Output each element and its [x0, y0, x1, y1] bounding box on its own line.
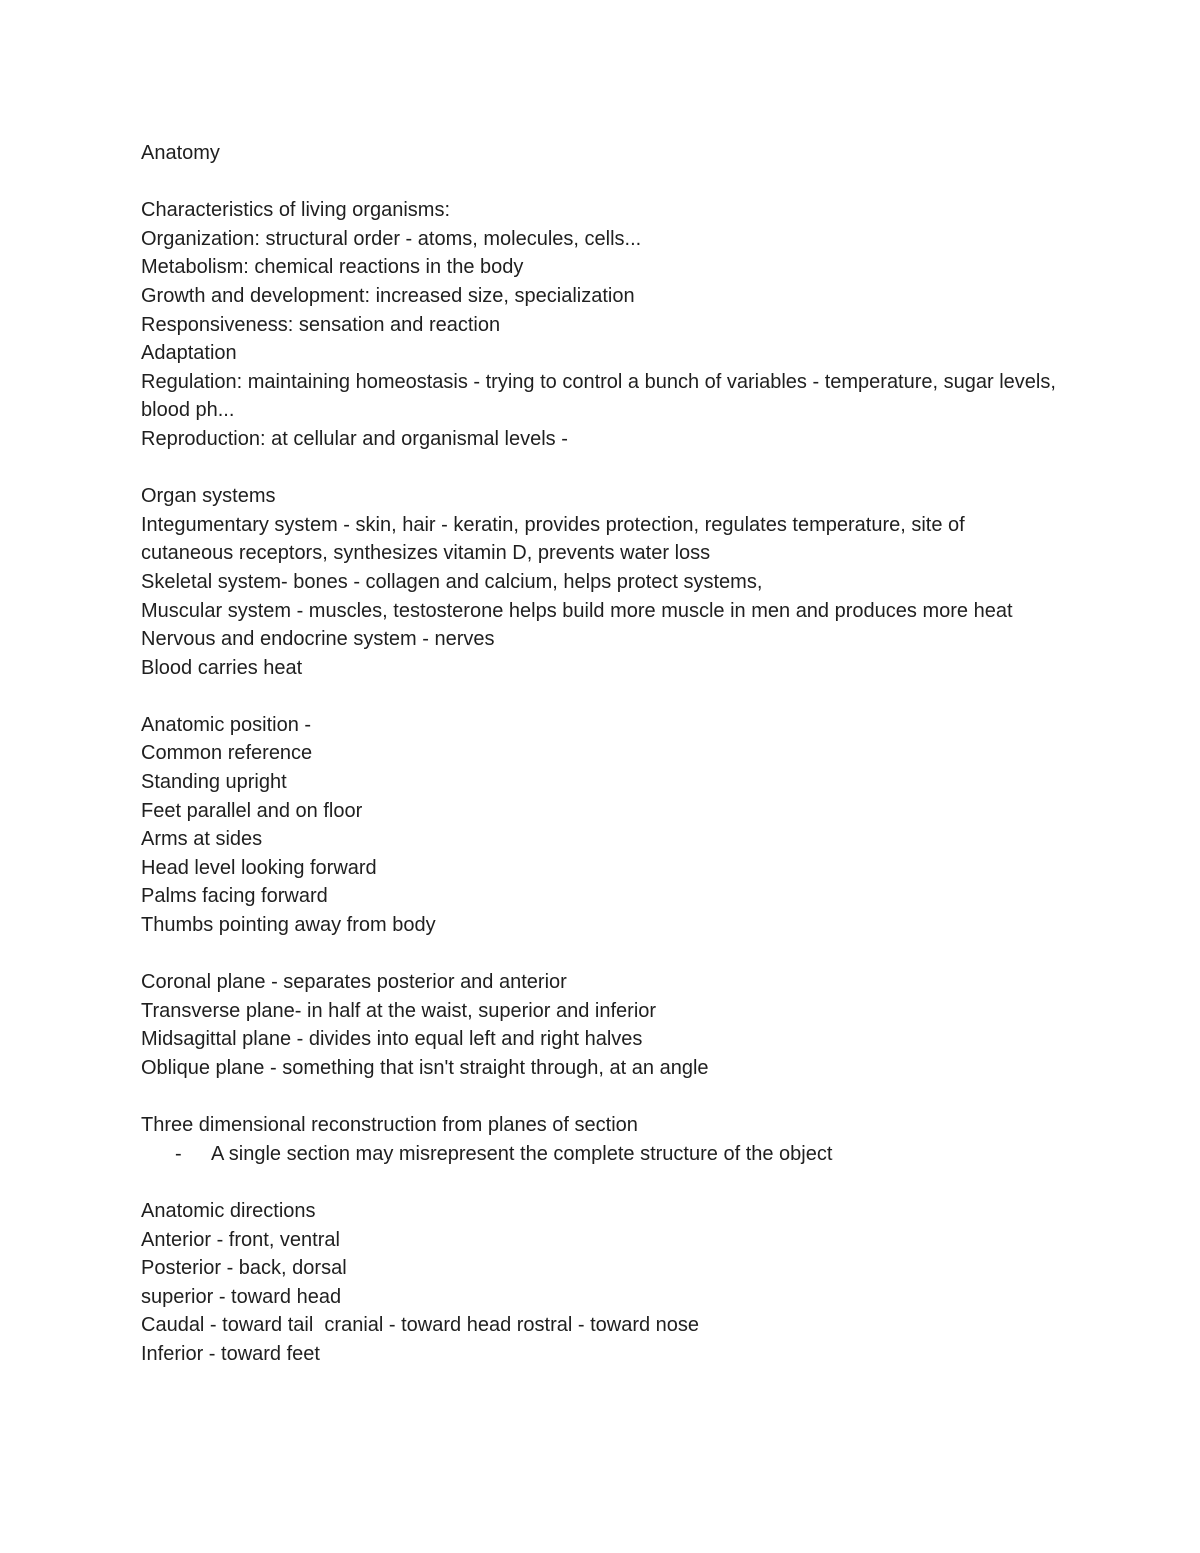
text-line: Feet parallel and on floor — [141, 799, 363, 822]
text-line: Reproduction: at cellular and organismal levels - — [141, 427, 568, 450]
text-line: Standing upright — [141, 771, 287, 794]
text-line: Metabolism: chemical reactions in the body — [141, 256, 524, 279]
text-line: superior - toward head — [141, 1285, 342, 1308]
text-line: Midsagittal plane - divides into equal left and right halves — [141, 1028, 643, 1051]
text-line: Common reference — [141, 742, 313, 765]
bullet-text: A single section may misrepresent the complete structure of the object — [211, 1142, 833, 1165]
text-line: Coronal plane - separates posterior and anterior — [141, 971, 567, 994]
reconstruction-heading: Three dimensional reconstruction from planes of section — [141, 1114, 638, 1137]
document-title: Anatomy — [141, 142, 220, 164]
text-line: Oblique plane - something that isn't straight through, at an angle — [141, 1057, 709, 1079]
blank-line — [141, 1168, 1061, 1197]
text-line: Organization: structural order - atoms, molecules, cells... — [141, 227, 642, 250]
text-line: Palms facing forward — [141, 885, 328, 908]
text-line: Transverse plane- in half at the waist, superior and inferior — [141, 999, 657, 1022]
text-line: Arms at sides — [141, 828, 263, 851]
text-line: Responsiveness: sensation and reaction — [141, 313, 501, 336]
text-line: Blood carries heat — [141, 656, 303, 679]
text-line: Anterior - front, ventral — [141, 1228, 340, 1251]
bullet-item — [141, 1140, 1061, 1169]
text-line: Muscular system - muscles, testosterone helps build more muscle in men and produces more heat — [141, 599, 1013, 622]
organ-systems-heading: Organ systems — [141, 485, 276, 508]
blank-line — [141, 168, 1061, 197]
document-body — [141, 139, 1061, 1369]
text-line: Adaptation — [141, 342, 237, 365]
text-line: Head level looking forward — [141, 856, 377, 879]
directions-heading: Anatomic directions — [141, 1199, 316, 1222]
characteristics-heading: Characteristics of living organisms: — [141, 199, 450, 222]
anatomic-position-heading: Anatomic position - — [141, 713, 312, 736]
text-line: Skeletal system- bones - collagen and calcium, helps protect systems, — [141, 570, 763, 593]
bullet-dash: - — [175, 1142, 182, 1165]
text-line: Nervous and endocrine system - nerves — [141, 628, 495, 651]
text-line: Caudal - toward tail cranial - toward head rostral - toward nose — [141, 1314, 700, 1337]
text-line: Thumbs pointing away from body — [141, 914, 436, 937]
text-line: Inferior - toward feet — [141, 1342, 320, 1365]
text-line: Posterior - back, dorsal — [141, 1257, 347, 1280]
blank-line — [141, 682, 1061, 711]
blank-line — [141, 940, 1061, 969]
text-line: Regulation: maintaining homeostasis - trying to control a bunch of variables - temperature, sugar levels, blood ph... — [141, 370, 1062, 422]
blank-line — [141, 1083, 1061, 1112]
blank-line — [141, 454, 1061, 483]
text-line: Growth and development: increased size, specialization — [141, 284, 635, 307]
text-line: Integumentary system - skin, hair - keratin, provides protection, regulates temperature, site of cutaneous receptors, synthesizes vitamin D, prevents water loss — [141, 513, 971, 565]
